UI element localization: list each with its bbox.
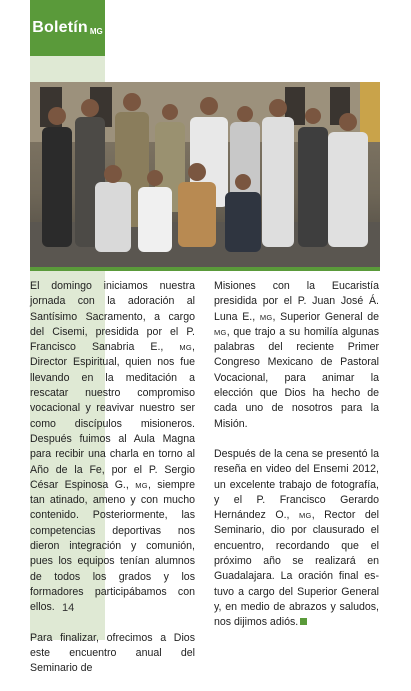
group-photo-illustration: [30, 82, 380, 267]
congregation-abbrev: MG: [179, 343, 193, 353]
text-run: Para finalizar, ofrecimos a Dios este encuentro anual del Seminario de: [30, 631, 195, 675]
brand-subtitle: MG: [89, 26, 103, 36]
text-run: El domingo iniciamos nuestra jornada con la adoración al Santísimo Sacramento, a cargo del Cisemi, presidida por el P. Francisco Sanabria E.,: [30, 280, 195, 354]
page-number: 14: [62, 602, 75, 614]
article-column-left: [30, 279, 195, 691]
article-paragraph: [30, 631, 195, 677]
text-run: , Director Espiritual, quien nos fue llevando en la meditación a rescatar nuestro compromiso vocacional y reavivar nuestro ser como discípulos misioneros. Después fuimos al Aula Magna para recibir una charla en torno al Año de la Fe, por el P. Sergio César Espinosa G.,: [30, 341, 195, 491]
article-paragraph: [214, 279, 379, 432]
text-run: , que trajo a su homilía algunas palabras del reciente Primer Congreso Mexicano de Pastoral Vocacional, para animar la elección que Dios ha hecho de cada uno de nosotros para la Misión.: [214, 325, 379, 430]
congregation-abbrev: MG: [214, 327, 227, 337]
congregation-abbrev: MG: [299, 511, 312, 521]
article-paragraph: [30, 279, 195, 616]
article-column-right: [214, 279, 379, 646]
text-run: Misiones con la Eucaristía presidida por el P. Juan José Á. Luna E.,: [214, 280, 379, 323]
brand-title: Boletín: [32, 19, 88, 36]
text-run: , Superior General de: [272, 310, 379, 323]
article-paragraph: [214, 447, 379, 631]
text-run: , Rector del Seminario, dio por clausurado el encuentro, recordando que el próximo año se realizará en Guadalajara. La oración final estuvo a cargo del Superior General y, en medio de abrazos y saludos, nos dijimos adiós.: [214, 509, 380, 629]
text-run: , siempre tan atinado, ameno y con mucho contenido. Posteriormente, las competencias deportivas nos dieron integración y comunión, pues los equipos tenían alumnos de todos los grados y los formadores participábamos con ellos.: [30, 478, 195, 614]
congregation-abbrev: MG: [135, 480, 148, 490]
end-of-article-icon: [300, 618, 307, 625]
congregation-abbrev: MG: [259, 312, 273, 322]
group-photo: [30, 82, 380, 271]
brand-logo: [30, 0, 105, 56]
text-run: Después de la cena se presentó la reseña en video del Ensemi 2012, un excelente trabajo de fotografía, y el P. Francisco Gerardo Hernández O.,: [214, 447, 379, 522]
